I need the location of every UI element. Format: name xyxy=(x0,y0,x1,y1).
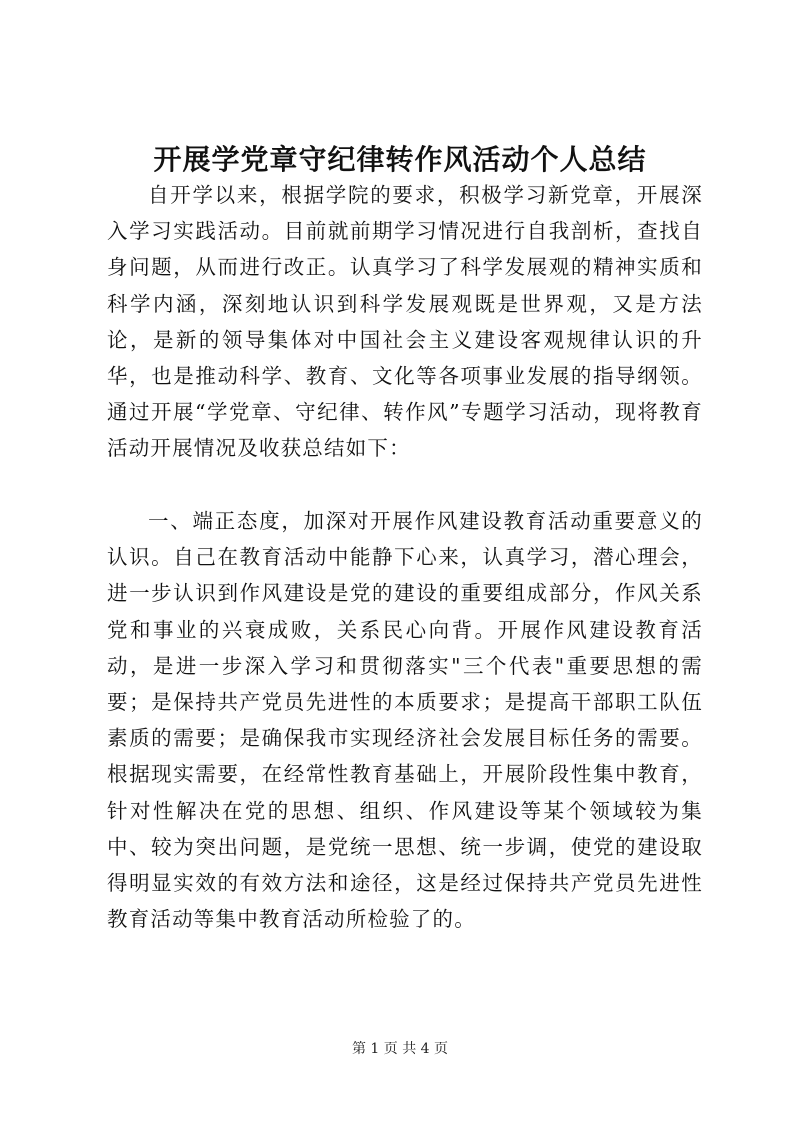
paragraph-intro: 自开学以来，根据学院的要求，积极学习新党章，开展深入学习实践活动。目前就前期学习情况进行自我剖析，查找自身问题，从而进行改正。认真学习了科学发展观的精神实质和科学内涵，深刻地认识到科学发展观既是世界观，又是方法论，是新的领导集体对中国社会主义建设客观规律认识的升华，也是推动科学、教育、文化等各项事业发展的指导纲领。通过开展“学党章、守纪律、转作风”专题学习活动，现将教育活动开展情况及收获总结如下： xyxy=(107,183,703,461)
page-number-footer: 第 1 页 共 4 页 xyxy=(351,1041,449,1057)
document-title: 开展学党章守纪律转作风活动个人总结 xyxy=(153,143,647,176)
paragraph-section-one: 一、端正态度，加深对开展作风建设教育活动重要意义的认识。自己在教育活动中能静下心来，认真学习，潜心理会，进一步认识到作风建设是党的建设的重要组成部分，作风关系党和事业的兴衰成败，关系民心向背。开展作风建设教育活动，是进一步深入学习和贯彻落实"三个代表"重要思想的需要；是保持共产党员先进性的本质要求；是提高干部职工队伍素质的需要；是确保我市实现经济社会发展目标任务的需要。根据现实需要，在经常性教育基础上，开展阶段性集中教育，针对性解决在党的思想、组织、作风建设等某个领域较为集中、较为突出问题，是党统一思想、统一步调，使党的建设取得明显实效的有效方法和途径，这是经过保持共产党员先进性教育活动等集中教育活动所检验了的。 xyxy=(107,509,703,932)
